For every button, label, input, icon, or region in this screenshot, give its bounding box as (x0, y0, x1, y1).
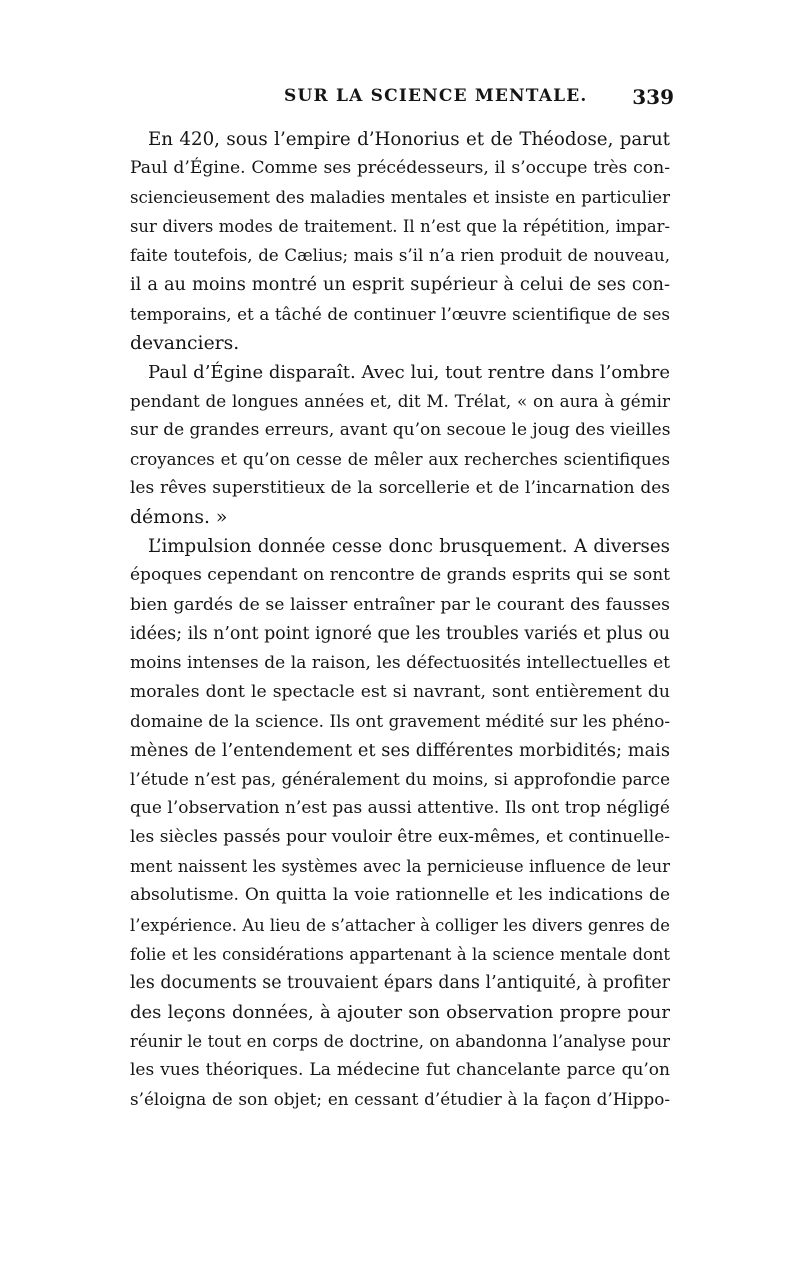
text-line: réunir le tout en corps de doctrine, on abandonna l’analyse pour (130, 1031, 670, 1051)
text-line: sur de grandes erreurs, avant qu’on secoue le joug des vieilles (130, 419, 670, 440)
text-line: moins intenses de la raison, les défectuosités intellectuelles et (130, 652, 670, 673)
text-line: bien gardés de se laisser entraîner par le courant des fausses (130, 594, 670, 615)
text-line: les rêves superstitieux de la sorcellerie et de l’incarnation des (130, 478, 670, 499)
text-line: temporains, et a tâché de continuer l’œuvre scientifique de ses (130, 303, 670, 324)
text-line: absolutisme. On quitta la voie rationnelle et les indications de (130, 885, 670, 906)
text-line: les siècles passés pour vouloir être eux-mêmes, et continuelle- (130, 827, 670, 848)
text-line: démons. » (130, 507, 228, 529)
text-line: des leçons données, à ajouter son observation propre pour (130, 1001, 670, 1023)
text-line: sur divers modes de traitement. Il n’est que la répétition, impar- (130, 217, 670, 237)
text-line: il a au moins montré un esprit supérieur à celui de ses con- (130, 274, 670, 296)
text-line: idées; ils n’ont point ignoré que les troubles variés et plus ou (130, 623, 670, 644)
text-line: L’impulsion donnée cesse donc brusquement. A diverses (148, 536, 670, 558)
text-line: domaine de la science. Ils ont gravement médité sur les phéno- (130, 710, 670, 731)
text-line: les vues théoriques. La médecine fut chancelante parce qu’on (130, 1060, 670, 1080)
text-line: folie et les considérations appartenant à la science mentale dont (130, 944, 670, 964)
text-line: les documents se trouvaient épars dans l’antiquité, à profiter (130, 972, 670, 993)
text-line: l’étude n’est pas, généralement du moins, si approfondie parce (130, 769, 670, 790)
text-line: Paul d’Égine. Comme ses précédesseurs, il s’occupe très con- (130, 158, 670, 179)
text-line: époques cependant on rencontre de grands esprits qui se sont (130, 565, 670, 586)
text-line: l’expérience. Au lieu de s’attacher à colliger les divers genres de (130, 915, 670, 935)
text-line: Paul d’Égine disparaît. Avec lui, tout rentre dans l’ombre (148, 361, 670, 383)
text-line: s’éloigna de son objet; en cessant d’étudier à la façon d’Hippo- (130, 1089, 670, 1110)
text-line: que l’observation n’est pas aussi attentive. Ils ont trop négligé (130, 798, 670, 819)
page-number: 339 (632, 85, 674, 109)
text-line: En 420, sous l’empire d’Honorius et de Théodose, parut (148, 129, 670, 150)
running-head (134, 86, 674, 116)
text-line: croyances et qu’on cesse de mêler aux recherches scientifiques (130, 450, 670, 470)
text-line: faite toutefois, de Cælius; mais s’il n’a rien produit de nouveau, (130, 246, 670, 266)
text-line: mènes de l’entendement et ses différentes morbidités; mais (130, 739, 670, 761)
body-text (130, 125, 670, 1114)
text-line: ment naissent les systèmes avec la pernicieuse influence de leur (130, 857, 670, 877)
text-line: sciencieusement des maladies mentales et insiste en particulier (130, 188, 670, 208)
text-line: devanciers. (130, 332, 240, 354)
text-line: morales dont le spectacle est si navrant, sont entièrement du (130, 681, 670, 702)
text-line: pendant de longues années et, dit M. Trélat, « on aura à gémir (130, 390, 670, 411)
running-title: SUR LA SCIENCE MENTALE. (284, 86, 588, 106)
